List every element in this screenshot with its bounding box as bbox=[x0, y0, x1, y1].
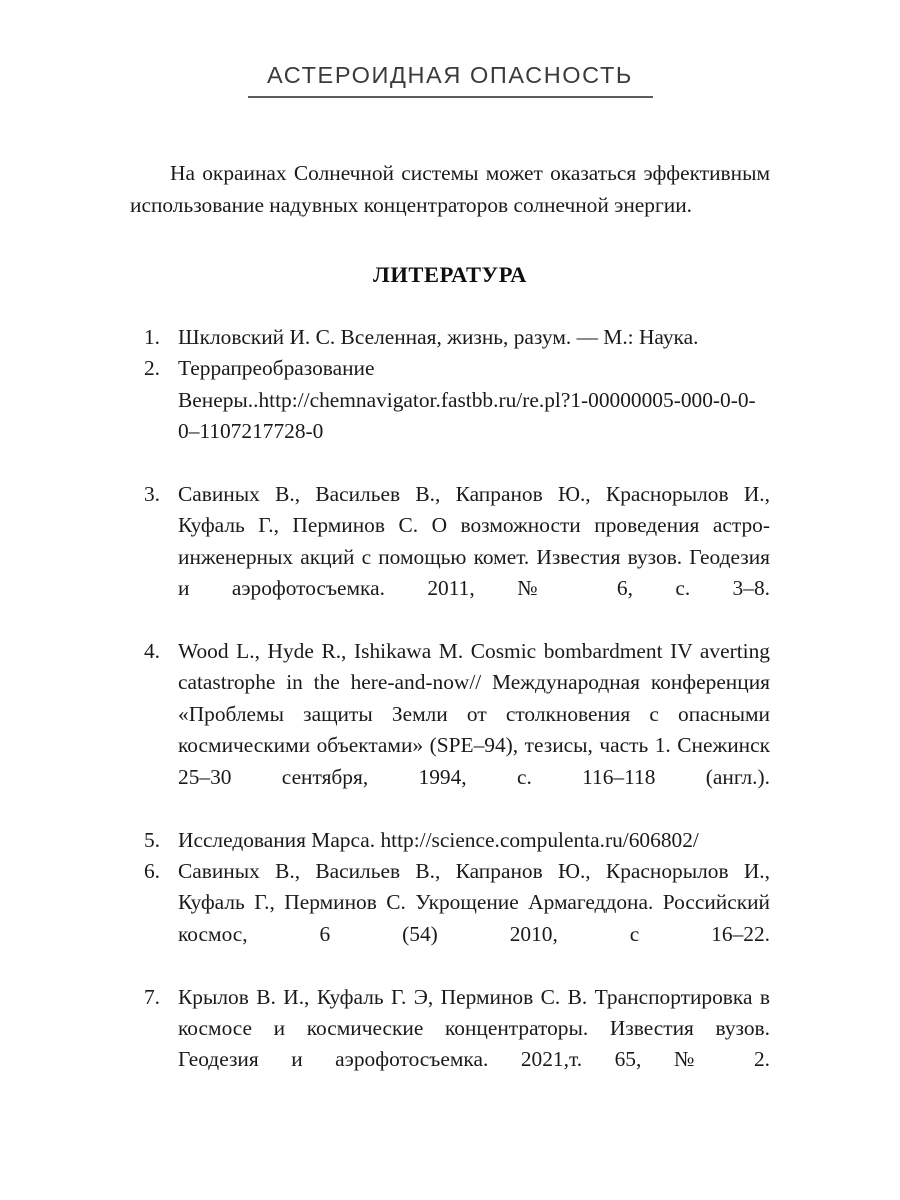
list-item-number: 7. bbox=[143, 984, 160, 1009]
list-item-number: 6. bbox=[143, 858, 160, 883]
running-head bbox=[130, 62, 770, 98]
page-title: АСТЕРОИДНАЯ ОПАСНОСТЬ bbox=[267, 62, 633, 88]
list-item-text: Савиных В., Васильев В., Капранов Ю., Краснорылов И., Куфаль Г., Перминов С. Укрощение Армагеддона. Российский космос, 6 (54) 2010, с 16–22. bbox=[178, 858, 770, 946]
list-item-text: Исследования Марса. http://science.compulenta.ru/606802/ bbox=[178, 827, 699, 852]
list-item bbox=[130, 479, 770, 636]
list-item-number: 2. bbox=[143, 356, 160, 381]
reference-list bbox=[130, 322, 770, 1107]
list-item bbox=[130, 856, 770, 982]
list-item-number: 4. bbox=[143, 639, 160, 664]
list-item-text: Wood L., Hyde R., Ishikawa M. Cosmic bombardment IV averting catastrophe in the here-and-now// Международная конференция «Проблемы защиты Земли от столкновения с опасными космическими объектами» (SPE–94), тезисы, часть 1. Снежинск 25–30 сентября, 1994, с. 116–118 (англ.). bbox=[178, 639, 770, 789]
list-item-number: 3. bbox=[143, 482, 160, 507]
list-item bbox=[130, 322, 770, 353]
list-item bbox=[130, 825, 770, 856]
list-item-number: 1. bbox=[143, 325, 160, 349]
list-item-text: Шкловский И. С. Вселенная, жизнь, разум. — М.: Наука. bbox=[178, 325, 699, 349]
list-item-text: Крылов В. И., Куфаль Г. Э, Перминов С. В. Транспортировка в космосе и космические концентраторы. Известия вузов. Геодезия и аэрофотосъемка. 2021,т. 65, № 2. bbox=[178, 984, 770, 1072]
section-heading-literature: ЛИТЕРАТУРА bbox=[372, 262, 528, 287]
header-divider bbox=[248, 96, 653, 98]
list-item-text: Террапреобразование Венеры..http://chemnavigator.fastbb.ru/re.pl?1-00000005-000-0-0-0–1107217728-0 bbox=[178, 356, 756, 444]
list-item bbox=[130, 353, 770, 479]
list-item-text: Савиных В., Васильев В., Капранов Ю., Краснорылов И., Куфаль Г., Перминов С. О возможности проведения астро-инженерных акций с помощью комет. Известия вузов. Геодезия и аэрофотосъемка. 2011, № 6, с. 3–8. bbox=[178, 482, 770, 601]
list-item bbox=[130, 636, 770, 824]
list-item-number: 5. bbox=[143, 827, 160, 852]
body-paragraph: На окраинах Солнечной системы может оказаться эффективным использование надувных концентраторов солнечной энергии. bbox=[130, 161, 770, 217]
list-item bbox=[130, 982, 770, 1108]
